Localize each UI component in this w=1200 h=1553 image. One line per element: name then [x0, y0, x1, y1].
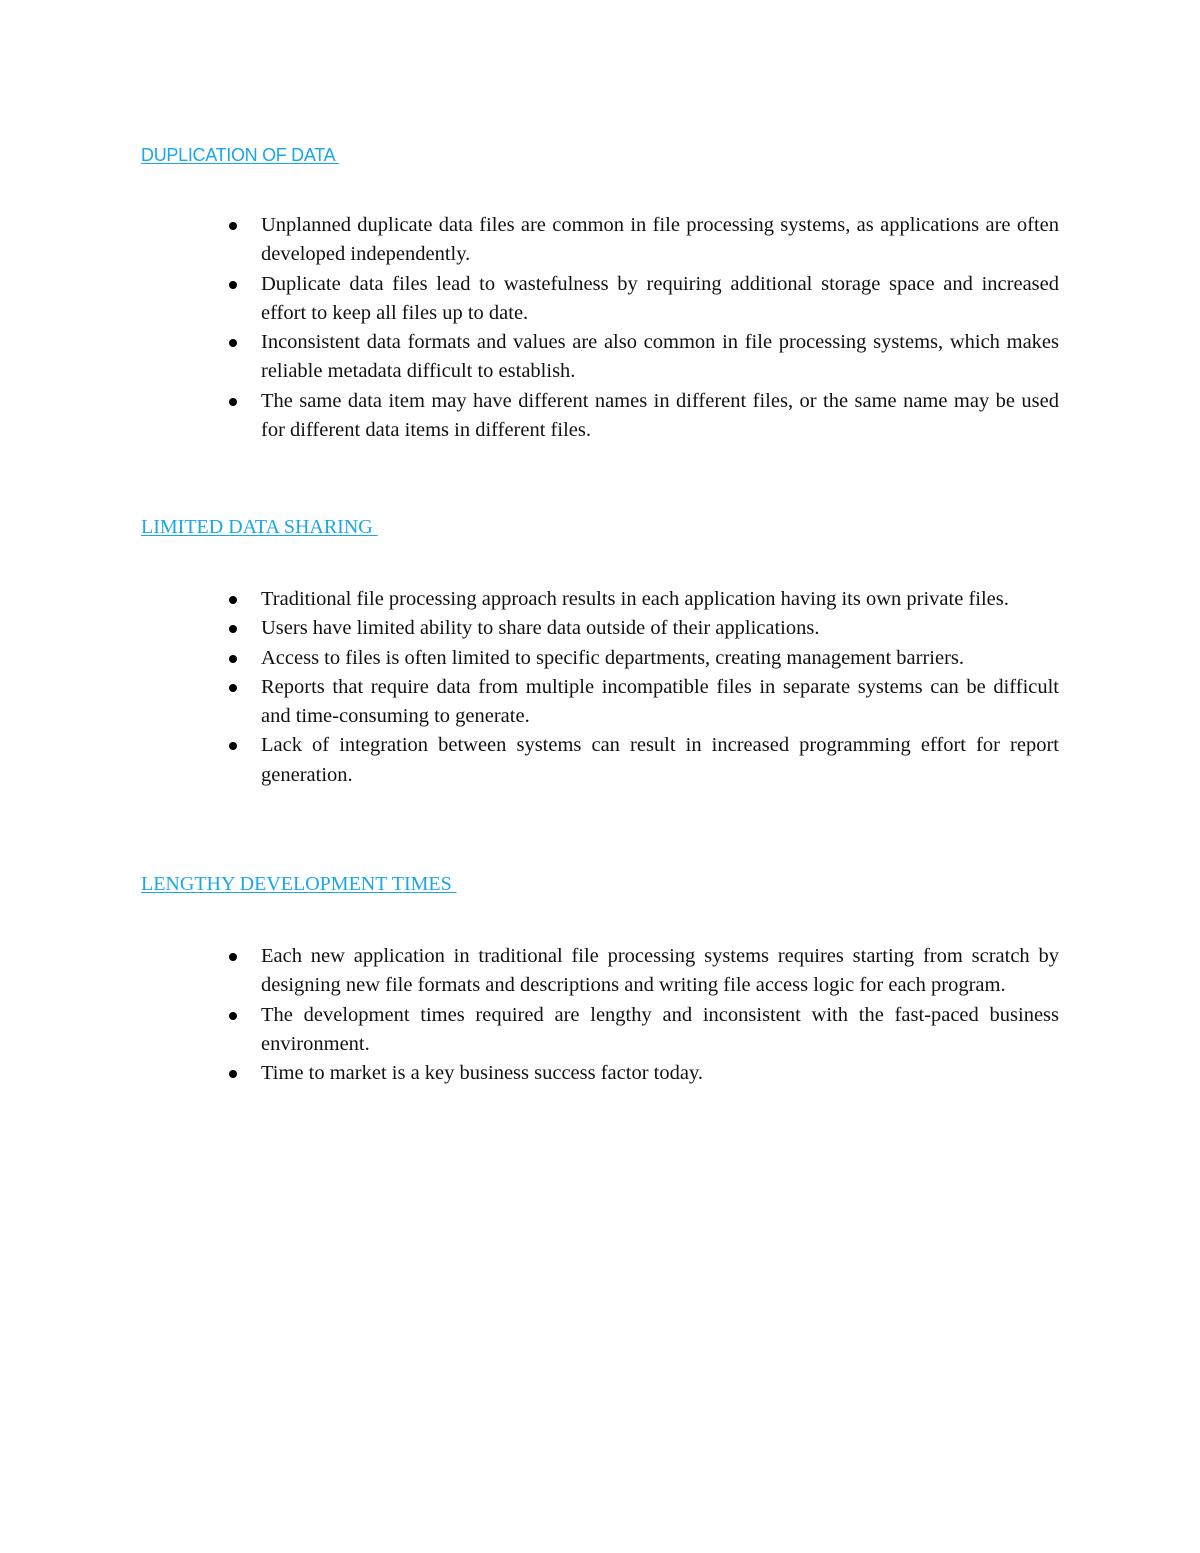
- bullet-icon: [229, 742, 237, 750]
- bullet-icon: [229, 1012, 237, 1020]
- bullet-icon: [229, 625, 237, 633]
- section-heading: LIMITED DATA SHARING: [141, 516, 378, 538]
- list-item-text: The development times required are lengthy and inconsistent with the fast-paced business environment.: [261, 1003, 1059, 1055]
- list-item: [141, 614, 1059, 643]
- list-item: [141, 673, 1059, 732]
- list-item-text: Duplicate data files lead to wastefulness by requiring additional storage space and increased effort to keep all files up to date.: [261, 272, 1059, 324]
- list-item: [141, 942, 1059, 1001]
- list-item-text: Traditional file processing approach results in each application having its own private files.: [261, 588, 1009, 610]
- list-item-text: Users have limited ability to share data outside of their applications.: [261, 617, 820, 640]
- list-item: [141, 387, 1059, 446]
- list-item-text: Reports that require data from multiple incompatible files in separate systems can be difficult and time-consuming to generate.: [261, 675, 1059, 728]
- bullet-icon: [229, 684, 237, 692]
- bullet-list: [141, 585, 1059, 790]
- list-item-text: Lack of integration between systems can result in increased programming effort for report generation.: [261, 734, 1059, 786]
- bullet-icon: [229, 339, 237, 347]
- list-item-text: The same data item may have different names in different files, or the same name may be used for different data items in different files.: [261, 389, 1059, 442]
- section-lengthy-development-times: [141, 873, 1059, 1088]
- list-item: [141, 585, 1059, 614]
- list-item-text: Access to files is often limited to specific departments, creating management barriers.: [261, 646, 965, 669]
- list-item: [141, 1059, 1059, 1088]
- bullet-icon: [229, 398, 237, 406]
- list-item-text: Each new application in traditional file processing systems requires starting from scratch by designing new file formats and descriptions and writing file access logic for each program.: [261, 945, 1059, 997]
- bullet-list: [141, 942, 1059, 1088]
- section-heading: DUPLICATION OF DATA: [141, 145, 340, 165]
- list-item: [141, 270, 1059, 329]
- section-duplication-of-data: [141, 145, 1059, 445]
- bullet-icon: [229, 953, 237, 961]
- bullet-icon: [229, 596, 237, 604]
- list-item-text: Unplanned duplicate data files are common in file processing systems, as applications are often developed independently.: [261, 214, 1059, 266]
- bullet-icon: [229, 1070, 237, 1078]
- section-heading: LENGTHY DEVELOPMENT TIMES: [141, 873, 457, 895]
- list-item: [141, 731, 1059, 790]
- bullet-icon: [229, 281, 237, 289]
- list-item-text: Time to market is a key business success factor today.: [261, 1062, 703, 1085]
- list-item-text: Inconsistent data formats and values are also common in file processing systems, which makes reliable metadata difficult to establish.: [261, 331, 1059, 383]
- list-item: [141, 1001, 1059, 1060]
- list-item: [141, 211, 1059, 270]
- bullet-icon: [229, 222, 237, 230]
- section-limited-data-sharing: [141, 516, 1059, 790]
- bullet-list: [141, 211, 1059, 445]
- bullet-icon: [229, 655, 237, 663]
- list-item: [141, 328, 1059, 387]
- list-item: [141, 644, 1059, 673]
